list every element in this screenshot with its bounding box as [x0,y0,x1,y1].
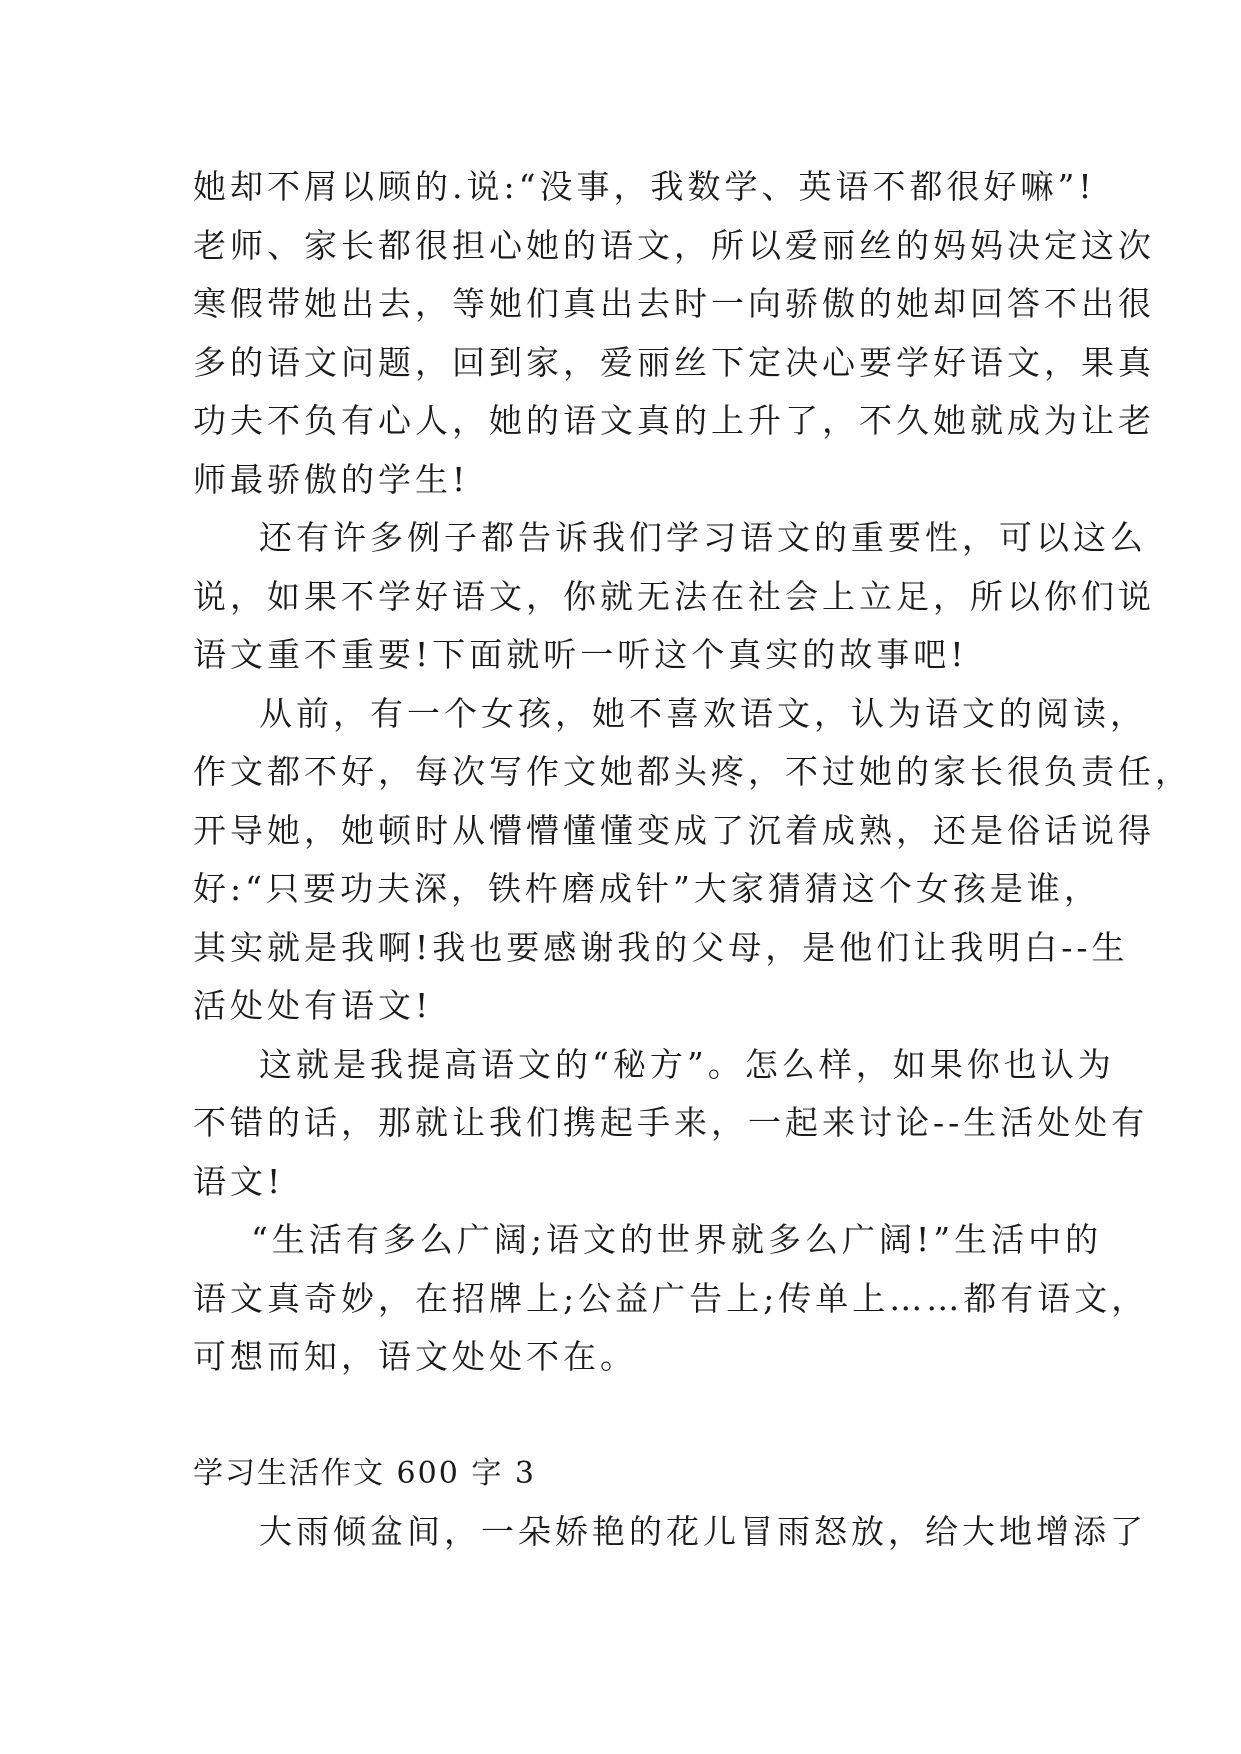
paragraph-5 [193,1211,1149,1387]
text-line: 语文重不重要!下面就听一听这个真实的故事吧! [193,635,968,674]
text-line: 老师、家长都很担心她的语文，所以爱丽丝的妈妈决定这次 [193,225,1155,265]
text-line: 活处处有语文! [193,986,433,1025]
document-page [193,158,1192,1562]
text-line: 多的语文问题，回到家，爱丽丝下定决心要学好语文，果真 [193,342,1155,382]
text-line: 作文都不好，每次写作文她都头疼，不过她的家长很负责任， [193,752,1192,791]
text-line: 还有许多例子都告诉我们学习语文的重要性，可以这么 [259,518,1147,557]
text-line: 不错的话，那就让我们携起手来，一起来讨论--生活处处有 [193,1103,1149,1142]
paragraph-6 [193,1503,1147,1562]
text-line: 功夫不负有心人，她的语文真的上升了，不久她就成为让老 [193,401,1155,440]
section-heading: 学习生活作文 600 字 3 [193,1455,536,1491]
text-line: 好:“只要功夫深，铁杵磨成针”大家猜猜这个女孩是谁， [193,869,1101,908]
text-line: 可想而知，语文处处不在。 [193,1337,637,1376]
text-line: 开导她，她顿时从懵懵懂懂变成了沉着成熟，还是俗话说得 [193,810,1155,850]
text-line: “生活有多么广阔;语文的世界就多么广阔!”生活中的 [251,1220,1103,1259]
text-line: 大雨倾盆间，一朵娇艳的花儿冒雨怒放，给大地增添了 [259,1512,1147,1551]
text-line: 寒假带她出去，等她们真出去时一向骄傲的她却回答不出很 [193,284,1155,323]
text-line: 其实就是我啊!我也要感谢我的父母，是他们让我明白--生 [193,927,1129,967]
text-line: 语文真奇妙，在招牌上;公益广告上;传单上……都有语文， [193,1278,1149,1318]
paragraph-1 [193,158,1155,509]
paragraph-3 [193,685,1192,1036]
text-line: 师最骄傲的学生! [193,459,470,499]
text-line: 从前，有一个女孩，她不喜欢语文，认为语文的阅读， [259,693,1147,733]
paragraph-2 [193,509,1155,685]
text-line: 她却不屑以顾的.说:“没事，我数学、英语不都很好嘛”! [193,167,1096,206]
text-line: 这就是我提高语文的“秘方”。怎么样，如果你也认为 [259,1044,1115,1084]
text-line: 说，如果不学好语文，你就无法在社会上立足，所以你们说 [193,576,1155,616]
paragraph-4 [193,1036,1149,1212]
text-line: 语文! [193,1161,285,1201]
